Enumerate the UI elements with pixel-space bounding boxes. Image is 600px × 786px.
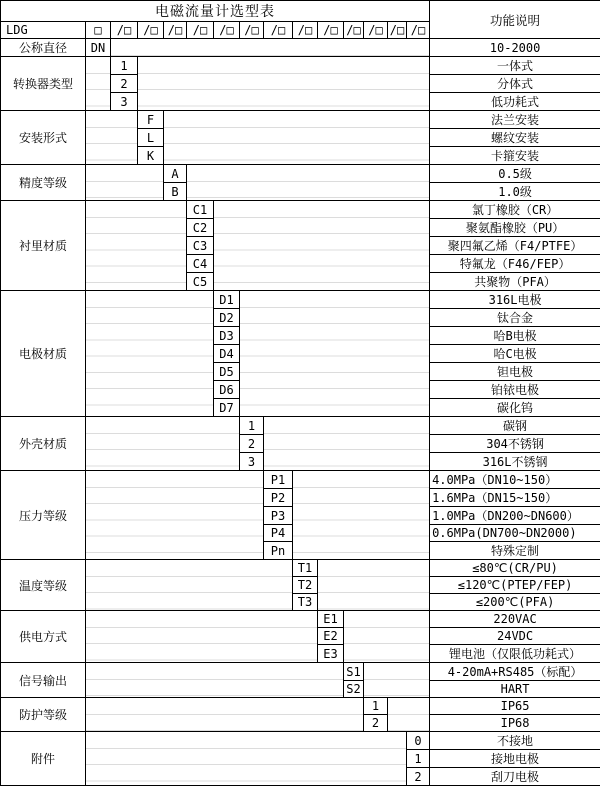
option-code: 2 (407, 768, 430, 786)
group-label: 转换器类型 (1, 57, 86, 111)
empty-cell (86, 201, 187, 291)
option-desc: 聚四氟乙烯（F4/PTFE） (430, 237, 600, 255)
model-code-slot: /□ (111, 22, 138, 39)
empty-cell (138, 57, 430, 111)
empty-cell (240, 291, 430, 417)
option-desc: 特氟龙（F46/FEP） (430, 255, 600, 273)
option-code: D6 (214, 381, 240, 399)
empty-cell (86, 698, 364, 732)
option-code: 1 (240, 417, 264, 435)
group-label: 公称直径 (1, 39, 86, 57)
option-desc: 卡箍安装 (430, 147, 600, 165)
option-desc: IP68 (430, 715, 600, 732)
option-desc: 刮刀电极 (430, 768, 600, 786)
model-code-slot: /□ (318, 22, 344, 39)
group-label: 温度等级 (1, 560, 86, 611)
group-label: 精度等级 (1, 165, 86, 201)
option-code: 2 (364, 715, 388, 732)
option-desc: ≤120℃(PTEP/FEP) (430, 577, 600, 594)
option-code: C3 (187, 237, 214, 255)
model-code-box: □ (86, 22, 111, 39)
group-label: 安装形式 (1, 111, 86, 165)
empty-cell (293, 471, 430, 560)
function-description-header: 功能说明 (430, 1, 600, 39)
empty-cell (86, 57, 111, 111)
model-code-slot: /□ (214, 22, 240, 39)
empty-cell (214, 201, 430, 291)
option-desc: 螺纹安装 (430, 129, 600, 147)
option-code: P4 (264, 525, 293, 542)
option-code: T2 (293, 577, 318, 594)
option-desc: 4-20mA+RS485（标配） (430, 663, 600, 681)
option-code: C1 (187, 201, 214, 219)
empty-cell (187, 165, 430, 201)
option-code: D7 (214, 399, 240, 417)
option-code: E2 (318, 628, 344, 645)
option-code: E1 (318, 611, 344, 628)
empty-cell (86, 732, 407, 786)
option-desc: ≤200℃(PFA) (430, 594, 600, 611)
option-desc: 铂铱电极 (430, 381, 600, 399)
option-code: 3 (240, 453, 264, 471)
option-desc: 哈C电极 (430, 345, 600, 363)
option-code: A (164, 165, 187, 183)
option-desc: 1.0级 (430, 183, 600, 201)
group-label: 防护等级 (1, 698, 86, 732)
option-code: L (138, 129, 164, 147)
group-label: 电极材质 (1, 291, 86, 417)
empty-cell (364, 663, 430, 698)
empty-cell (344, 611, 430, 663)
option-code: C5 (187, 273, 214, 291)
model-code-slot: /□ (407, 22, 430, 39)
option-desc: 220VAC (430, 611, 600, 628)
group-label: 信号输出 (1, 663, 86, 698)
empty-cell (86, 165, 164, 201)
model-code-slot: /□ (164, 22, 187, 39)
table-title: 电磁流量计选型表 (1, 1, 430, 22)
option-code: C2 (187, 219, 214, 237)
option-code: E3 (318, 645, 344, 663)
option-desc: 24VDC (430, 628, 600, 645)
option-desc: 10-2000 (430, 39, 600, 57)
empty-cell (86, 111, 138, 165)
option-code: D2 (214, 309, 240, 327)
option-desc: 316L电极 (430, 291, 600, 309)
option-desc: 特殊定制 (430, 542, 600, 560)
empty-cell (164, 111, 430, 165)
option-desc: 钛合金 (430, 309, 600, 327)
model-code-slot: /□ (344, 22, 364, 39)
option-desc: 1.0MPa（DN200~DN600） (430, 507, 600, 525)
empty-cell (111, 39, 430, 57)
option-desc: 0.6MPa(DN700~DN2000) (430, 525, 600, 542)
option-desc: 316L不锈钢 (430, 453, 600, 471)
option-code: 1 (407, 750, 430, 768)
option-code: P3 (264, 507, 293, 525)
model-code-slot: /□ (240, 22, 264, 39)
group-label: 衬里材质 (1, 201, 86, 291)
option-code: C4 (187, 255, 214, 273)
option-code: F (138, 111, 164, 129)
option-desc: 分体式 (430, 75, 600, 93)
option-desc: 低功耗式 (430, 93, 600, 111)
option-desc: 氯丁橡胶（CR） (430, 201, 600, 219)
option-desc: ≤80℃(CR/PU) (430, 560, 600, 577)
empty-cell (86, 417, 240, 471)
option-code: 1 (111, 57, 138, 75)
model-code-slot: /□ (293, 22, 318, 39)
option-code: 1 (364, 698, 388, 715)
option-code: B (164, 183, 187, 201)
model-prefix: LDG (1, 22, 86, 39)
group-label: 供电方式 (1, 611, 86, 663)
empty-cell (86, 291, 214, 417)
option-code: D5 (214, 363, 240, 381)
option-desc: 哈B电极 (430, 327, 600, 345)
option-code: Pn (264, 542, 293, 560)
option-desc: 0.5级 (430, 165, 600, 183)
model-code-slot: /□ (364, 22, 388, 39)
option-desc: HART (430, 681, 600, 698)
option-code: 2 (240, 435, 264, 453)
option-desc: 1.6MPa（DN15~150） (430, 489, 600, 507)
option-code: P2 (264, 489, 293, 507)
group-label: 压力等级 (1, 471, 86, 560)
option-desc: 碳钢 (430, 417, 600, 435)
option-code: T1 (293, 560, 318, 577)
option-code: T3 (293, 594, 318, 611)
model-code-slot: /□ (138, 22, 164, 39)
empty-cell (264, 417, 430, 471)
option-code: D3 (214, 327, 240, 345)
model-code-slot: /□ (264, 22, 293, 39)
empty-cell (86, 471, 264, 560)
option-desc: 聚氨酯橡胶（PU） (430, 219, 600, 237)
option-desc: 锂电池（仅限低功耗式） (430, 645, 600, 663)
option-code: K (138, 147, 164, 165)
option-desc: 碳化钨 (430, 399, 600, 417)
option-desc: 4.0MPa（DN10~150） (430, 471, 600, 489)
empty-cell (318, 560, 430, 611)
option-desc: IP65 (430, 698, 600, 715)
option-code: 3 (111, 93, 138, 111)
option-code: D4 (214, 345, 240, 363)
option-code: S1 (344, 663, 364, 681)
group-label: 附件 (1, 732, 86, 786)
option-code: 2 (111, 75, 138, 93)
option-desc: 不接地 (430, 732, 600, 750)
option-code: P1 (264, 471, 293, 489)
option-desc: 共聚物（PFA） (430, 273, 600, 291)
group-label: 外壳材质 (1, 417, 86, 471)
option-code: DN (86, 39, 111, 57)
option-desc: 钽电极 (430, 363, 600, 381)
empty-cell (388, 698, 430, 732)
option-code: D1 (214, 291, 240, 309)
option-desc: 304不锈钢 (430, 435, 600, 453)
empty-cell (86, 560, 293, 611)
option-desc: 一体式 (430, 57, 600, 75)
option-code: S2 (344, 681, 364, 698)
empty-cell (86, 663, 344, 698)
option-code: 0 (407, 732, 430, 750)
model-code-slot: /□ (187, 22, 214, 39)
option-desc: 法兰安装 (430, 111, 600, 129)
option-desc: 接地电极 (430, 750, 600, 768)
empty-cell (86, 611, 318, 663)
model-code-slot: /□ (388, 22, 407, 39)
